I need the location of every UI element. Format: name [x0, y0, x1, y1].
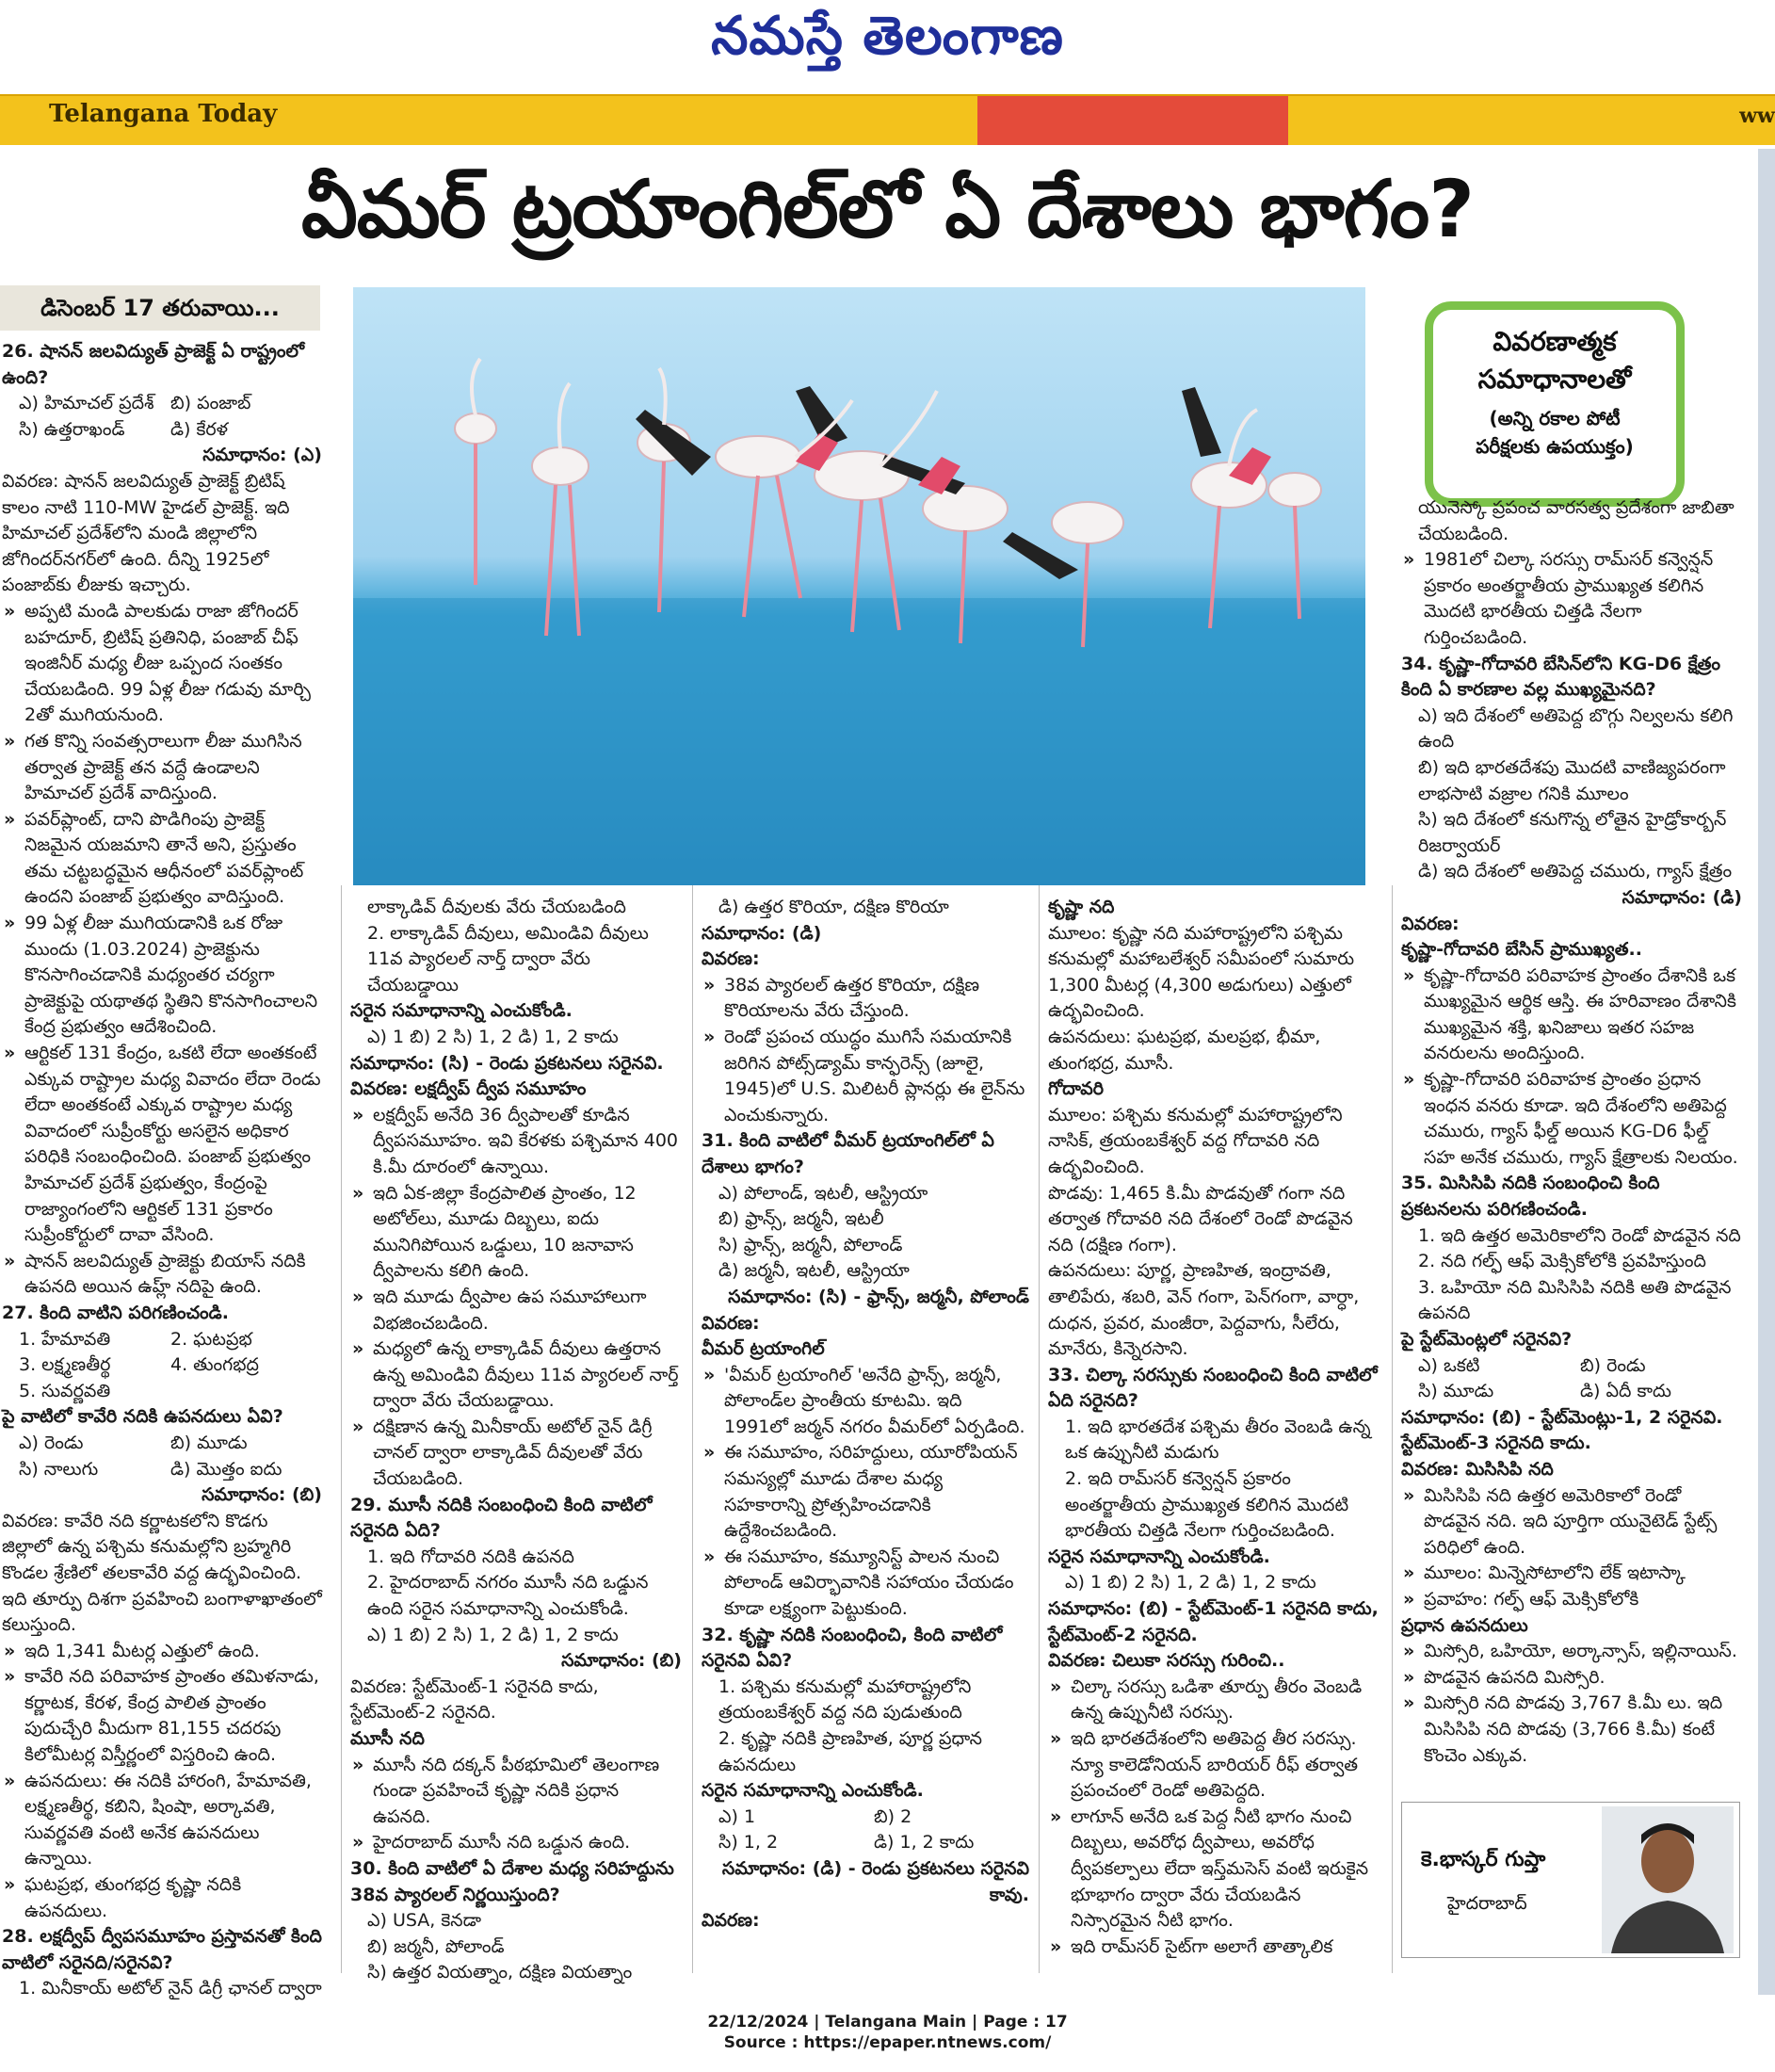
statement: 3. ఒహియో నది మిసిసిపి నదికి అతి పొడవైన ఉపనది [1418, 1276, 1732, 1324]
statement: 1. ఇది భారతదేశ పశ్చిమ తీరం వెంబడి ఉన్న ఒక ఉప్పునీటి మడుగు [1065, 1416, 1371, 1464]
bullet-point: » 99 ఏళ్ల లీజు ముగియడానికి ఒక రోజు ముందు (1.03.2024) ప్రాజెక్టును కొనసాగించడానికి మధ్యంతర చర్యగా ప్రాజెక్టుపై యథాతథ స్థితిని కొనసాగించాలని కేంద్ర ప్రభుత్వం ఆదేశించింది. [2, 911, 322, 1041]
subheading: మూసీ నది [350, 1728, 425, 1749]
statement: 2. ఇది రామ్‌సర్ కన్వెన్షన్ ప్రకారం అంతర్జాతీయ ప్రాముఖ్యత కలిగిన మొదటి భారతీయ చిత్తడి నేలగా గుర్తించబడింది. [1065, 1468, 1349, 1542]
question: 33. చిల్కా సరస్సుకు సంబంధించి కింది వాటిలో ఏది సరైనది? [1048, 1364, 1378, 1412]
bullet-point: » హైదరాబాద్ మూసీ నది ఒడ్డున ఉంది. [350, 1830, 682, 1856]
options-row: ఎ) 1 బి) 2 సి) 1, 2 డి) 1, 2 కాదు [1065, 1572, 1316, 1594]
option: సి) మూడు [1418, 1381, 1494, 1402]
footer-source-line: Source : https://epaper.ntnews.com/ [723, 2033, 1052, 2052]
band-right-text: ww [1739, 104, 1775, 128]
option: బి) జర్మనీ, పోలాండ్ [367, 1935, 505, 1957]
answer: సమాధానం: (సి) - రెండు ప్రకటనలు సరైనవి. [350, 1052, 664, 1074]
question: 29. మూసీ నదికి సంబంధించి కింది వాటిలో సరైనది ఏది? [350, 1494, 653, 1542]
question: 26. షానన్ జలవిద్యుత్ ప్రాజెక్ట్ ఏ రాష్ట్రంలో ఉంది? [2, 341, 305, 388]
option: బి) మూడు [170, 1432, 248, 1453]
statement: 2. నది గల్ఫ్ ఆఫ్ మెక్సికోలోకి ప్రవహిస్తుంది [1418, 1251, 1706, 1272]
question: 30. కింది వాటిలో ఏ దేశాల మధ్య సరిహద్దును 38వ ప్యారలల్ నిర్ణయిస్తుంది? [350, 1857, 674, 1905]
option: 1. హేమావతి [19, 1328, 111, 1350]
option: ఎ) 1 [718, 1805, 756, 1827]
subheading: వీమర్ ట్రయాంగిల్ [702, 1338, 825, 1360]
bullet-point: » మధ్యలో ఉన్న లాక్కాడివ్ దీవులు ఉత్తరాన ఉన్న అమిండివి దీవులు 11వ ప్యారలల్ నార్త్ ద్వారా వేరు చేయబడ్డాయి. [350, 1336, 682, 1415]
bullet-point: » 1981లో చిల్కా సరస్సు రామ్‌సర్ కన్వెన్షన్ ప్రకారం అంతర్జాతీయ ప్రాముఖ్యత కలిగిన మొదటి భారతీయ చిత్తడి నేలగా గుర్తించబడింది. [1401, 547, 1742, 651]
paragraph: పొడవు: 1,465 కి.మీ పొడవుతో గంగా నది తర్వాత గోదావరి నది దేశంలో రెండో పొడవైన నది (దక్షిణ గంగా). [1048, 1182, 1353, 1255]
option: 4. తుంగభద్ర [170, 1354, 259, 1376]
option: సి) ఫ్రాన్స్, జర్మనీ, పోలాండ్ [718, 1234, 903, 1255]
option: సి) 1, 2 [718, 1832, 779, 1853]
callout-box [1425, 301, 1685, 507]
explanation: వివరణ: కావేరి నది కర్ణాటకలోని కొడగు జిల్లాలో ఉన్న పశ్చిమ కనుమల్లోని బ్రహ్మగిరి కొండల శ్రేణిలో తలకావేరి వద్ద ఉద్భవించింది. ఇది తూర్పు దిశగా ప్రవహించి బంగాళాఖాతంలో కలుస్తుంది. [2, 1510, 322, 1636]
answer: సమాధానం: (బి) - స్టేట్‌మెంట్-1 సరైనది కాదు, స్టేట్‌మెంట్-2 సరైనది. [1048, 1598, 1379, 1645]
instruction: సరైన సమాధానాన్ని ఎంచుకోండి. [1048, 1546, 1270, 1567]
statement: 1. పశ్చిమ కనుమల్లో మహారాష్ట్రలోని త్రయంబకేశ్వర్ వద్ద నది పుడుతుంది [718, 1675, 972, 1724]
author-name: కె.భాస్కర్ గుప్తా [1421, 1848, 1546, 1871]
subheading: ప్రధాన ఉపనదులు [1401, 1614, 1528, 1636]
flamingo-illustration [353, 287, 1365, 885]
statement: 1. ఇది గోదావరి నదికి ఉపనది [367, 1546, 574, 1567]
explanation-heading: వివరణ: [702, 1312, 760, 1334]
bullet-point: » లాగూన్ అనేది ఒక పెద్ద నీటి భాగం నుంచి దిబ్బలు, అవరోధ ద్వీపాలు, అవరోధ ద్వీపకల్పాలు లేదా ఇస్త్‌మసెస్ వంటి ఇరుకైన భూభాగం ద్వారా వేరు చేయబడిన నిస్సారమైన నీటి భాగం. [1048, 1805, 1382, 1934]
question: 31. కింది వాటిలో వీమర్ ట్రయాంగిల్‌లో ఏ దేశాలు భాగం? [702, 1130, 994, 1177]
explanation-heading: వివరణ: చిలుకా సరస్సు గురించి.. [1048, 1650, 1285, 1672]
page-edge-strip [1758, 149, 1775, 1995]
explanation-heading: వివరణ: లక్షద్వీప్ ద్వీప సమూహం [350, 1078, 587, 1100]
author-box [1401, 1802, 1740, 1958]
instruction: సరైన సమాధానాన్ని ఎంచుకోండి. [350, 1000, 573, 1022]
bullet-point: » దక్షిణాన ఉన్న మినీకాయ్ అటోల్ నైన్ డిగ్రీ చానల్ ద్వారా లాక్కాడివ్ దీవులతో వేరు చేయబడింది. [350, 1415, 682, 1493]
bullet-point: » కావేరి నది పరివాహక ప్రాంతం తమిళనాడు, కర్ణాటక, కేరళ, కేంద్ర పాలిత ప్రాంతం పుదుచ్చేరి మీదుగా 81,155 చదరపు కిలోమీటర్ల విస్తీర్ణంలో విస్తరించి ఉంది. [2, 1664, 322, 1768]
column-rule [1039, 885, 1040, 1973]
band-left-text: Telangana Today [49, 100, 278, 128]
option: ఎ) హిమాచల్ ప్రదేశ్ [19, 393, 154, 414]
answer: సమాధానం: (బి) [202, 1484, 322, 1506]
subheading: కృష్ణా నది [1048, 897, 1115, 917]
paragraph: మూలం: పశ్చిమ కనుమల్లో మహారాష్ట్రలోని నాసిక్, త్రయంబకేశ్వర్ వద్ద గోదావరి నది ఉద్భవించింది. [1048, 1104, 1343, 1177]
column-rule [692, 885, 693, 1973]
explanation-heading: వివరణ: [702, 948, 760, 970]
option: 2. ఘటప్రభ [170, 1328, 252, 1350]
answer: సమాధానం: (డి) [702, 922, 822, 944]
bullet-point: » కృష్ణా-గోదావరి పరివాహక ప్రాంతం దేశానికి ఒక ముఖ్యమైన ఆర్థిక ఆస్తి. ఈ హరివాణం దేశానికి ముఖ్యమైన శక్తి, ఖనిజాలు ఇతర సహజ వనరులను అందిస్తుంది. [1401, 963, 1742, 1067]
statement: 2. హైదరాబాద్ నగరం మూసీ నది ఒడ్డున ఉంది సరైన సమాధానాన్ని ఎంచుకోండి. [367, 1572, 649, 1620]
option: సి) ఇది దేశంలో కనుగొన్న లోతైన హైడ్రోకార్బన్ రిజర్వాయర్ [1418, 809, 1727, 856]
answer: సమాధానం: (సి) - ఫ్రాన్స్, జర్మనీ, పోలాండ్ [728, 1286, 1029, 1307]
bullet-point: » లక్షద్వీప్ అనేది 36 ద్వీపాలతో కూడిన ద్వీపసమూహం. ఇవి కేరళకు పశ్చిమాన 400 కి.మీ దూరంలో ఉన్నాయి. [350, 1103, 682, 1181]
subheading: గోదావరి [1048, 1078, 1105, 1100]
option: బి) 2 [874, 1805, 912, 1827]
masthead [0, 0, 1775, 94]
newspaper-logo: నమస్తే తెలంగాణ [711, 6, 1064, 67]
answer: సమాధానం: (బి) [561, 1650, 682, 1672]
explanation-heading: వివరణ: మిసిసిపి నది [1401, 1458, 1554, 1480]
option: డి) కేరళ [170, 418, 228, 440]
bullet-point: » మిసిసిపి నది ఉత్తర అమెరికాలో రెండో పొడవైన నది. ఇది పూర్తిగా యునైటెడ్ స్టేట్స్ పరిధిలో ఉంది. [1401, 1483, 1742, 1562]
headline: వీమర్ ట్రయాంగిల్‌లో ఏ దేశాలు భాగం? [301, 163, 1474, 255]
option: బి) రెండు [1580, 1354, 1646, 1376]
bullet-point: » ఇది మూడు ద్వీపాల ఉప సమూహాలుగా విభజించబడింది. [350, 1285, 682, 1336]
explanation-heading: వివరణ: [702, 1910, 760, 1932]
option: సి) ఉత్తరాఖండ్ [19, 418, 125, 440]
question: 32. కృష్ణా నదికి సంబంధించి, కింది వాటిలో సరైనవి ఏవి? [702, 1624, 1003, 1672]
bullet-point: » పవర్‌ప్లాంట్, దాని పొడిగింపు ప్రాజెక్ట్ నిజమైన యజమాని తానే అని, ప్రస్తుతం తమ చట్టబద్ధమైన ఆధీనంలో పవర్‌ప్లాంట్ ఉందని పంజాబ్ ప్రభుత్వం వాదిస్తుంది. [2, 807, 322, 911]
options-row: ఎ) 1 బి) 2 సి) 1, 2 డి) 1, 2 కాదు [367, 1624, 619, 1645]
instruction: సరైన సమాధానాన్ని ఎంచుకోండి. [702, 1780, 924, 1802]
article-column-1 [2, 339, 322, 2002]
bullet-point: » మిస్సోరి, ఒహియో, అర్కాన్సాస్, ఇల్లినాయిస్. [1401, 1639, 1742, 1665]
answer: సమాధానం: (డి) [1622, 886, 1742, 908]
statement: లాక్కాడివ్ దీవులకు వేరు చేయబడింది [367, 897, 626, 917]
callout-line-1: వివరణాత్మక [1493, 326, 1617, 357]
article-column-5 [1401, 495, 1742, 1769]
column-rule [1392, 885, 1393, 1973]
answer: సమాధానం: (బి) - స్టేట్‌మెంట్లు-1, 2 సరైనవి. స్టేట్‌మెంట్-3 సరైనది కాదు. [1401, 1406, 1723, 1454]
bullet-point: » మూలం: మిన్నెసోటాలోని లేక్ ఇటాస్కా [1401, 1561, 1742, 1587]
option: ఎ) USA, కెనడా [367, 1910, 481, 1932]
bullet-point: » మిస్సోరి నది పొడవు 3,767 కి.మీ లు. ఇది మిసిసిపి నది పొడవు (3,766 కి.మీ) కంటే కొంచెం ఎక్కువ. [1401, 1691, 1742, 1769]
paragraph: యునెస్కో ప్రపంచ వారసత్వ ప్రదేశంగా జాబితా చేయబడింది. [1418, 497, 1735, 544]
column-rule [341, 885, 342, 1973]
article-column-3 [702, 895, 1029, 1934]
bullet-point: » 'వీమర్ ట్రయాంగిల్ 'అనేది ఫ్రాన్స్, జర్మనీ, పోలాండ్‌ల ప్రాంతీయ కూటమి. ఇది 1991లో జర్మన్ నగరం వీమర్‌లో ఏర్పడింది. [702, 1363, 1029, 1441]
bullet-point: » మూసీ నది దక్కన్ పీఠభూమిలో తెలంగాణ గుండా ప్రవహించే కృష్ణా నదికి ప్రధాన ఉపనది. [350, 1753, 682, 1831]
option: డి) ఇది దేశంలో అతిపెద్ద చమురు, గ్యాస్ క్షేత్రం [1418, 861, 1733, 882]
band-red-block [977, 96, 1288, 145]
option: బి) ఫ్రాన్స్, జర్మనీ, ఇటలీ [718, 1208, 884, 1230]
bullet-point: » ఇది 1,341 మీటర్ల ఎత్తులో ఉంది. [2, 1639, 322, 1665]
question: 35. మిసిసిపి నదికి సంబంధించి కింది ప్రకటనలను పరిగణించండి. [1401, 1173, 1660, 1221]
option: డి) ఏదీ కాదు [1580, 1381, 1671, 1402]
person-icon [1602, 1806, 1734, 1953]
bullet-point: » ఇది రామ్‌సర్ సైట్‌గా అలాగే తాత్కాలిక [1048, 1934, 1382, 1961]
section-band [0, 94, 1775, 145]
article-column-2 [350, 895, 682, 1986]
bullet-point: » షానన్ జలవిద్యుత్ ప్రాజెక్టు బియాస్ నదికి ఉపనది అయిన ఉహ్ల్ నదిపై ఉంది. [2, 1249, 322, 1301]
callout-line-3: (అన్ని రకాల పోటీ [1489, 407, 1621, 429]
option: ఎ) ఒకటి [1418, 1354, 1480, 1376]
bullet-point: » ఇది ఏక-జిల్లా కేంద్రపాలిత ప్రాంతం, 12 అటోల్‌లు, మూడు దిబ్బలు, ఐదు మునిగిపోయిన ఒడ్డులు, 10 జనావాస ద్వీపాలను కలిగి ఉంది. [350, 1181, 682, 1285]
statement: 2. కృష్ణా నదికి ప్రాణహిత, పూర్ణ ప్రధాన ఉపనదులు [718, 1728, 982, 1775]
question: పై వాటిలో కావేరి నదికి ఉపనదులు ఏవి? [2, 1406, 283, 1428]
option: డి) ఉత్తర కొరియా, దక్షిణ కొరియా [718, 897, 949, 917]
answer: సమాధానం: (ఎ) [202, 445, 322, 466]
bullet-point: » కృష్ణా-గోదావరి పరివాహక ప్రాంతం ప్రధాన ఇంధన వనరు కూడా. ఇది దేశంలోని అతిపెద్ద చమురు, గ్యాస్ ఫీల్డ్ అయిన KG-D6 ఫీల్డ్ సహ అనేక చమురు, గ్యాస్ క్షేత్రాలకు నిలయం. [1401, 1067, 1742, 1171]
bullet-point: » అప్పటి మండి పాలకుడు రాజా జోగిందర్ బహదూర్, బ్రిటిష్ ప్రతినిధి, పంజాబ్ చీఫ్ ఇంజినీర్ మధ్య లీజు ఒప్పంద సంతకం చేయబడింది. 99 ఏళ్ల లీజు గడువు మార్చి 2తో ముగియనుంది. [2, 599, 322, 729]
question: 27. కింది వాటిని పరిగణించండి. [2, 1302, 229, 1323]
option: ఎ) పోలాండ్, ఇటలీ, ఆస్ట్రియా [718, 1182, 928, 1204]
explanation: వివరణ: షానన్ జలవిద్యుత్ ప్రాజెక్ట్ బ్రిటిష్ కాలం నాటి 110-MW హైడల్ ప్రాజెక్ట్. ఇది హిమాచల్ ప్రదేశ్‌లోని మండి జిల్లాలోని జోగిందర్‌నగర్‌లో ఉంది. దీన్ని 1925లో పంజాబ్‌కు లీజుకు ఇచ్చారు. [2, 470, 290, 596]
footer-date-line: 22/12/2024 | Telangana Main | Page : 17 [707, 2013, 1068, 2032]
bullet-point: » ఈ సమూహం, కమ్యూనిస్ట్ పాలన నుంచి పోలాండ్ ఆవిర్భావానికి సహాయం చేయడం కూడా లక్ష్యంగా పెట్టుకుంది. [702, 1545, 1029, 1623]
question: 34. కృష్ణా-గోదావరి బేసిన్‌లోని KG-D6 క్షేత్రం కింది ఏ కారణాల వల్ల ముఖ్యమైనది? [1401, 653, 1721, 701]
bullet-point: » పొడవైన ఉపనది మిస్సోరి. [1401, 1665, 1742, 1692]
option: 3. లక్ష్మణతీర్థ [19, 1354, 111, 1376]
option: సి) నాలుగు [19, 1458, 99, 1480]
answer: సమాధానం: (డి) - రెండు ప్రకటనలు సరైనవి కావు. [721, 1857, 1029, 1905]
option: సి) ఉత్తర వియత్నాం, దక్షిణ వియత్నాం [367, 1962, 633, 1983]
kicker: డిసెంబర్ 17 తరువాయి... [0, 285, 320, 331]
footer [0, 2012, 1775, 2053]
option: బి) పంజాబ్ [170, 393, 251, 414]
bullet-point: » చిల్కా సరస్సు ఒడిశా తూర్పు తీరం వెంబడి ఉన్న ఉప్పునీటి సరస్సు. [1048, 1675, 1382, 1726]
bullet-point: » 38వ ప్యారలల్ ఉత్తర కొరియా, దక్షిణ కొరియాలను వేరు చేస్తుంది. [702, 973, 1029, 1025]
options-row: ఎ) 1 బి) 2 సి) 1, 2 డి) 1, 2 కాదు [367, 1026, 619, 1047]
bullet-point: » ఇది భారతదేశంలోని అతిపెద్ద తీర సరస్సు. న్యూ కాలెడోనియన్ బారియర్ రీఫ్ తర్వాత ప్రపంచంలో రెండో అతిపెద్దది. [1048, 1726, 1382, 1805]
callout-line-2: సమాధానాలతో [1477, 364, 1632, 395]
option: డి) 1, 2 కాదు [874, 1832, 975, 1853]
author-photo [1602, 1806, 1734, 1953]
bullet-point: » ఉపనదులు: ఈ నదికి హారంగి, హేమావతి, లక్ష్మణతీర్థ, కబిని, షింషా, అర్కావతి, సువర్ణవతి వంటి అనేక ఉపనదులు ఉన్నాయి. [2, 1769, 322, 1872]
question: 28. లక్షద్వీప్ ద్వీపసమూహం ప్రస్తావనతో కింది వాటిలో సరైనది/సరైనవి? [2, 1926, 322, 1973]
option: డి) జర్మనీ, ఇటలీ, ఆస్ట్రియా [718, 1260, 910, 1282]
author-city: హైదరాబాద్ [1447, 1893, 1527, 1914]
bullet-point: » ఈ సమూహం, సరిహద్దులు, యూరోపియన్ సమస్యల్లో మూడు దేశాల మధ్య సహకారాన్ని ప్రోత్సహించడానికి ఉద్దేశించబడింది. [702, 1440, 1029, 1544]
option: డి) మొత్తం ఐదు [170, 1458, 282, 1480]
paragraph: ఉపనదులు: ఘటప్రభ, మలప్రభ, భీమా, తుంగభద్ర, మూసీ. [1048, 1026, 1321, 1074]
explanation: వివరణ: స్టేట్‌మెంట్-1 సరైనది కాదు, స్టేట్‌మెంట్-2 సరైనది. [350, 1675, 599, 1724]
bullet-point: » రెండో ప్రపంచ యుద్ధం ముగిసే సమయానికి జరిగిన పోట్స్‌డ్యామ్ కాన్ఫరెన్స్ (జూలై, 1945)లో U.S. మిలిటరీ ప్లానర్లు ఈ లైన్‌ను ఎంచుకున్నారు. [702, 1025, 1029, 1128]
bullet-point: » ప్రవాహం: గల్ఫ్ ఆఫ్ మెక్సికోలోకి [1401, 1587, 1742, 1613]
article-column-4 [1048, 895, 1382, 1960]
bullet-point: » ఘటప్రభ, తుంగభద్ర కృష్ణా నదికి ఉపనదులు. [2, 1872, 322, 1924]
paragraph: మూలం: కృష్ణా నది మహారాష్ట్రలోని పశ్చిమ కనుమల్లో మహాబలేశ్వర్ సమీపంలో సుమారు 1,300 మీటర్ల (4,300 అడుగులు) ఎత్తులో ఉద్భవించింది. [1048, 922, 1355, 1022]
bullet-point: » ఆర్టికల్ 131 కేంద్రం, ఒకటి లేదా అంతకంటే ఎక్కువ రాష్ట్రాల మధ్య వివాదం లేదా రెండు లేదా అంతకంటే ఎక్కువ రాష్ట్రాల మధ్య వివాదంలో సుప్రీంకోర్టు అసలైన అధికార పరిధికి సంబంధించింది. పంజాబ్ ప్రభుత్వం హిమాచల్ ప్రదేశ్ ప్రభుత్వం, కేంద్రంపై రాజ్యాంగంలోని ఆర్టికల్ 131 ప్రకారం సుప్రీంకోర్టులో దావా వేసింది. [2, 1041, 322, 1249]
option: ఎ) ఇది దేశంలో అతిపెద్ద బొగ్గు నిల్వలను కలిగి ఉంది [1418, 704, 1734, 753]
bullet-point: » గత కొన్ని సంవత్సరాలుగా లీజు ముగిసిన తర్వాత ప్రాజెక్ట్ తన వద్దే ఉండాలని హిమాచల్ ప్రదేశ్ వాదిస్తుంది. [2, 729, 322, 807]
option: 5. సువర్ణవతి [19, 1380, 111, 1401]
option: బి) ఇది భారతదేశపు మొదటి వాణిజ్యపరంగా లాభసాటి వజ్రాల గనికి మూలం [1418, 756, 1726, 804]
question: పై స్టేట్‌మెంట్లలో సరైనవి? [1401, 1329, 1573, 1350]
statement: 1. మినీకాయ్ అటోల్ నైన్ డిగ్రీ ఛానల్ ద్వారా [19, 1978, 322, 1999]
paragraph: ఉపనదులు: పూర్ణ, ప్రాణహిత, ఇంద్రావతి, తాలిపేరు, శబరి, వెన్ గంగా, పెన్‌గంగా, వార్ధా, దుధన, ప్రవర, మంజీరా, పెద్దవాగు, సీలేరు, మానేరు, కిన్నెరసాని. [1048, 1260, 1360, 1360]
statement: 1. ఇది ఉత్తర అమెరికాలోని రెండో పొడవైన నది [1418, 1224, 1741, 1246]
option: ఎ) రెండు [19, 1432, 84, 1453]
statement: 2. లాక్కాడివ్ దీవులు, అమిండివి దీవులు 11వ ప్యారలల్ నార్త్ ద్వారా వేరు చేయబడ్డాయి [367, 922, 649, 996]
callout-line-4: పరీక్షలకు ఉపయుక్తం) [1476, 435, 1634, 458]
explanation-heading: వివరణ: [1401, 913, 1460, 934]
flamingo-photo [353, 287, 1365, 885]
subheading: కృష్ణా-గోదావరి బేసిన్ ప్రాముఖ్యత.. [1401, 939, 1642, 961]
